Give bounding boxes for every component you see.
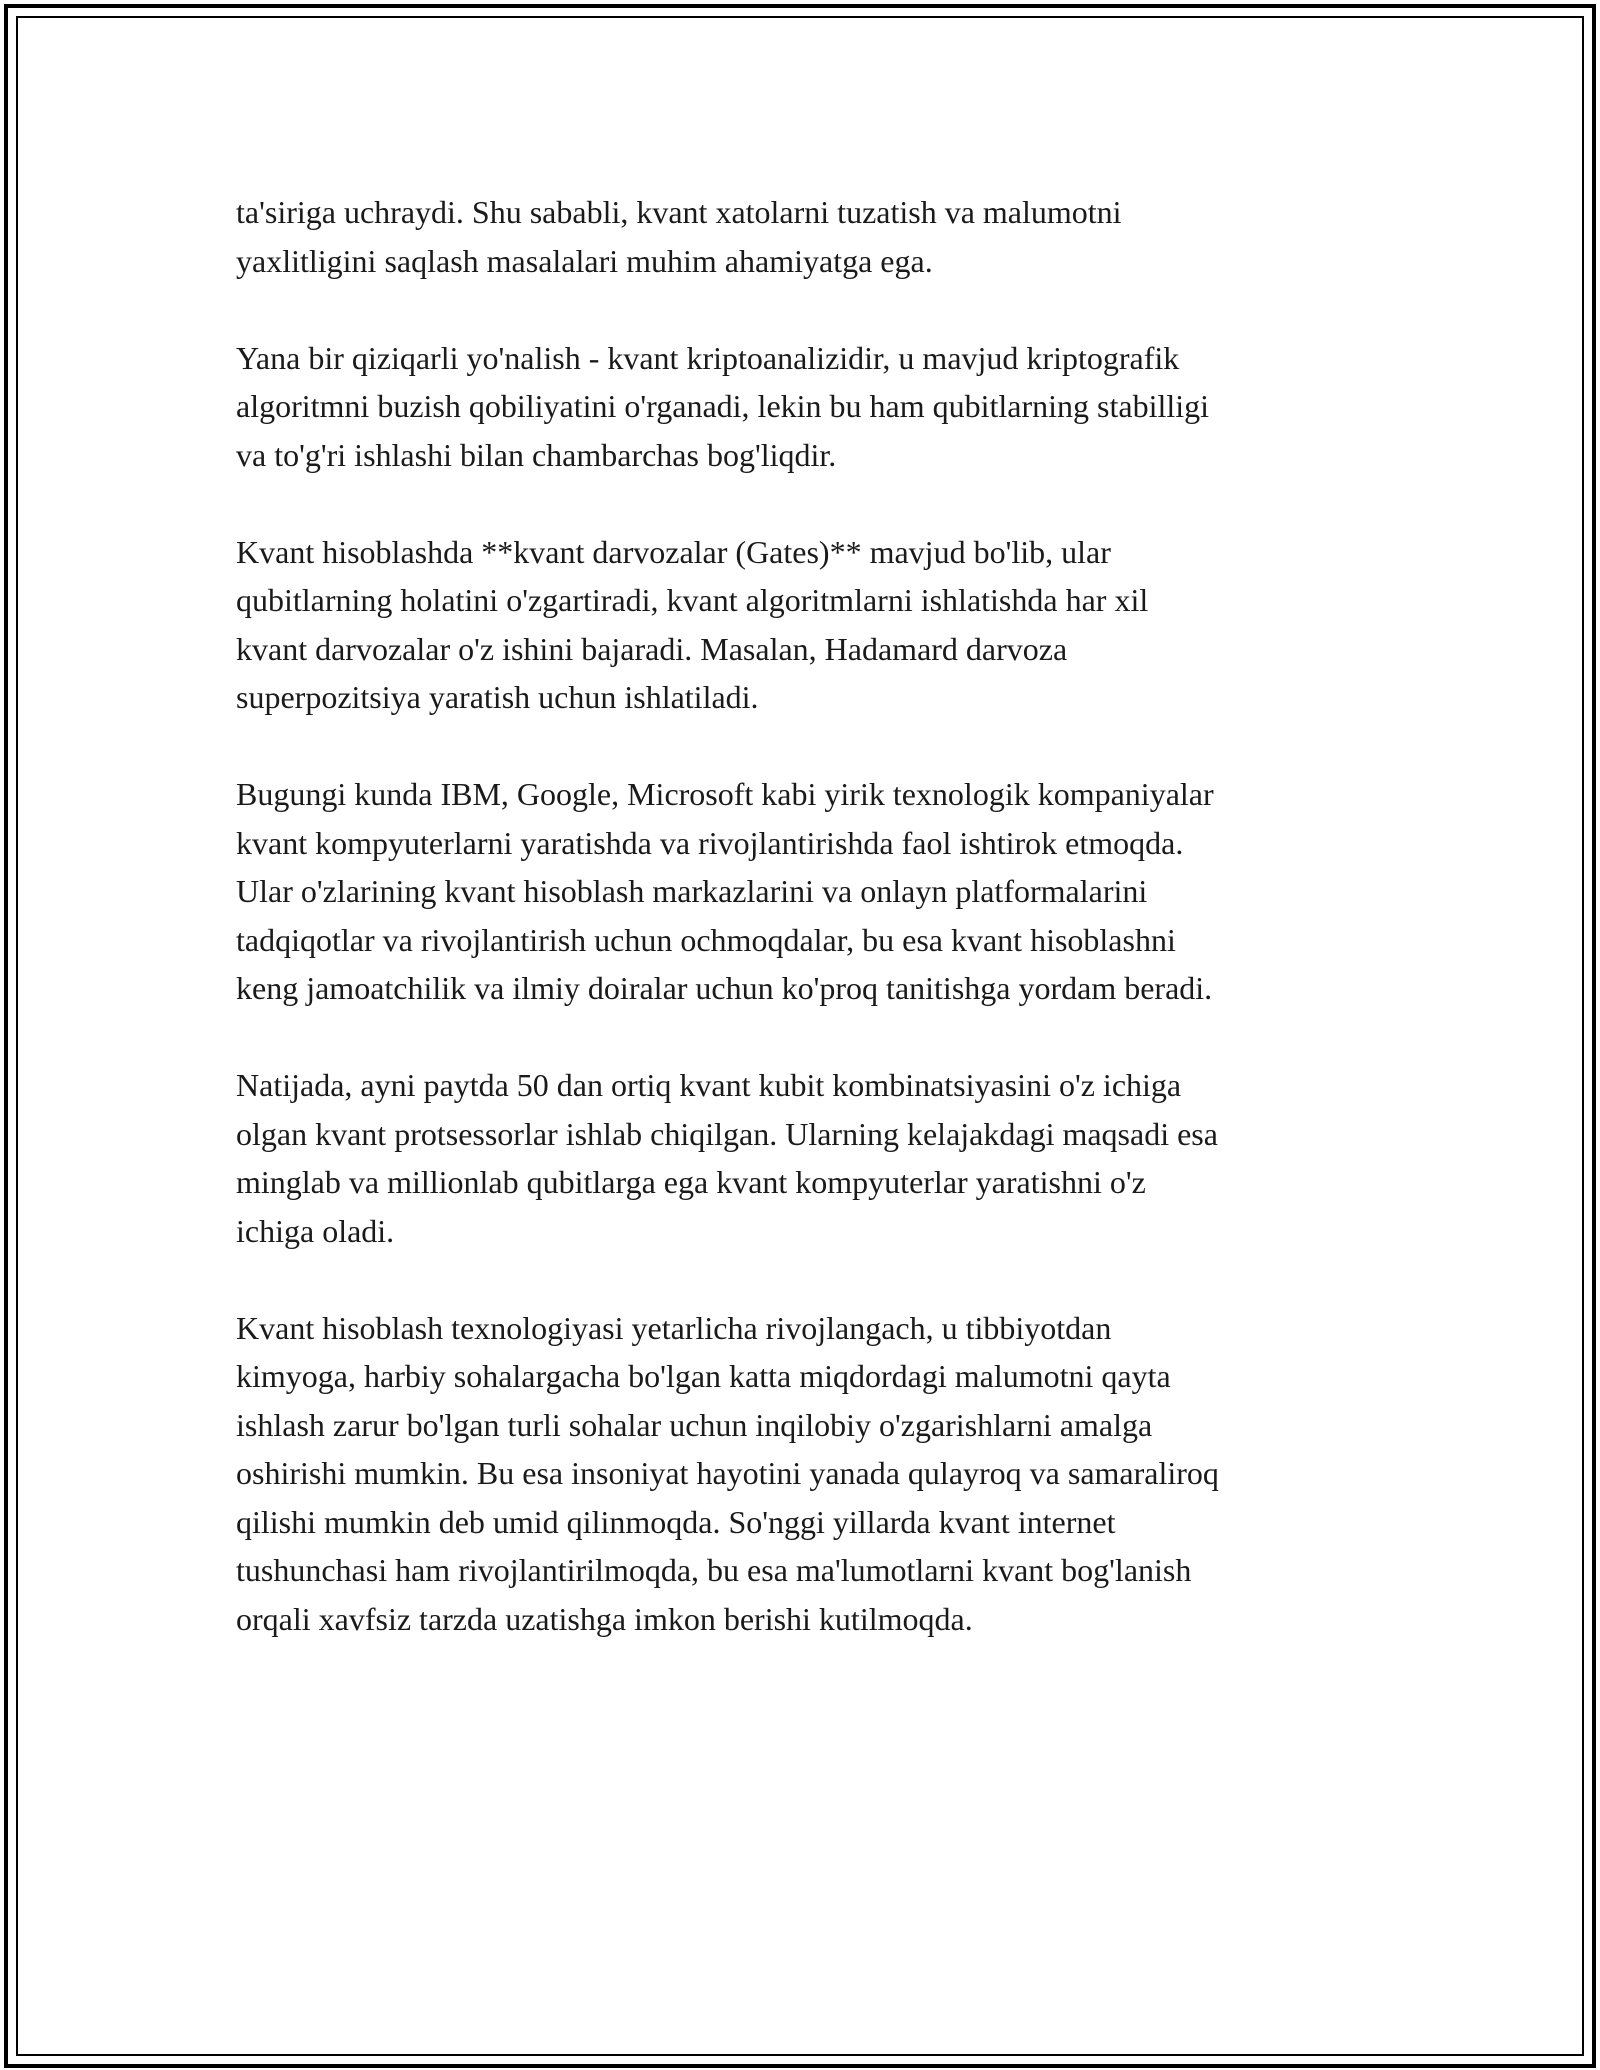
paragraph-3: Kvant hisoblashda **kvant darvozalar (Gates)** mavjud bo'lib, ular qubitlarning holatini o'zgartiradi, kvant algoritmlarni ishlatishda har xil kvant darvozalar o'z ishini bajaradi. Masalan, Hadamard darvoza superpozitsiya yaratish uchun ishlatiladi. [236,533,1149,715]
paragraph-2: Yana bir qiziqarli yo'nalish - kvant kriptoanalizidir, u mavjud kriptografik algoritmni buzish qobiliyatini o'rganadi, lekin bu ham qubitlarning stabilligi va to'g'ri ishlashi bilan chambarchas bog'liqdir. [236,339,1210,473]
paragraph-5: Natijada, ayni paytda 50 dan ortiq kvant kubit kombinatsiyasini o'z ichiga olgan kvant protsessorlar ishlab chiqilgan. Ularning kelajakdagi maqsadi esa minglab va millionlab qubitlarga ega kvant kompyuterlar yaratishni o'z ichiga oladi. [236,1067,1218,1249]
paragraph-1: ta'siriga uchraydi. Shu sababli, kvant xatolarni tuzatish va malumotni yaxlitligini saqlash masalalari muhim ahamiyatga ega. [236,194,1122,279]
document-body [236,188,1396,1692]
paragraph-6: Kvant hisoblash texnologiyasi yetarlicha rivojlangach, u tibbiyotdan kimyoga, harbiy sohalargacha bo'lgan katta miqdordagi malumotni qayta ishlash zarur bo'lgan turli sohalar uchun inqilobiy o'zgarishlarni amalga oshirishi mumkin. Bu esa insoniyat hayotini yanada qulayroq va samaraliroq qilishi mumkin deb umid qilinmoqda. So'nggi yillarda kvant internet tushunchasi ham rivojlantirilmoqda, bu esa ma'lumotlarni kvant bog'lanish orqali xavfsiz tarzda uzatishga imkon berishi kutilmoqda. [236,1309,1219,1637]
paragraph-4: Bugungi kunda IBM, Google, Microsoft kabi yirik texnologik kompaniyalar kvant kompyuterlarni yaratishda va rivojlantirishda faol ishtirok etmoqda. Ular o'zlarining kvant hisoblash markazlarini va onlayn platformalarini tadqiqotlar va rivojlantirish uchun ochmoqdalar, bu esa kvant hisoblashni keng jamoatchilik va ilmiy doiralar uchun ko'proq tanitishga yordam beradi. [236,776,1214,1006]
